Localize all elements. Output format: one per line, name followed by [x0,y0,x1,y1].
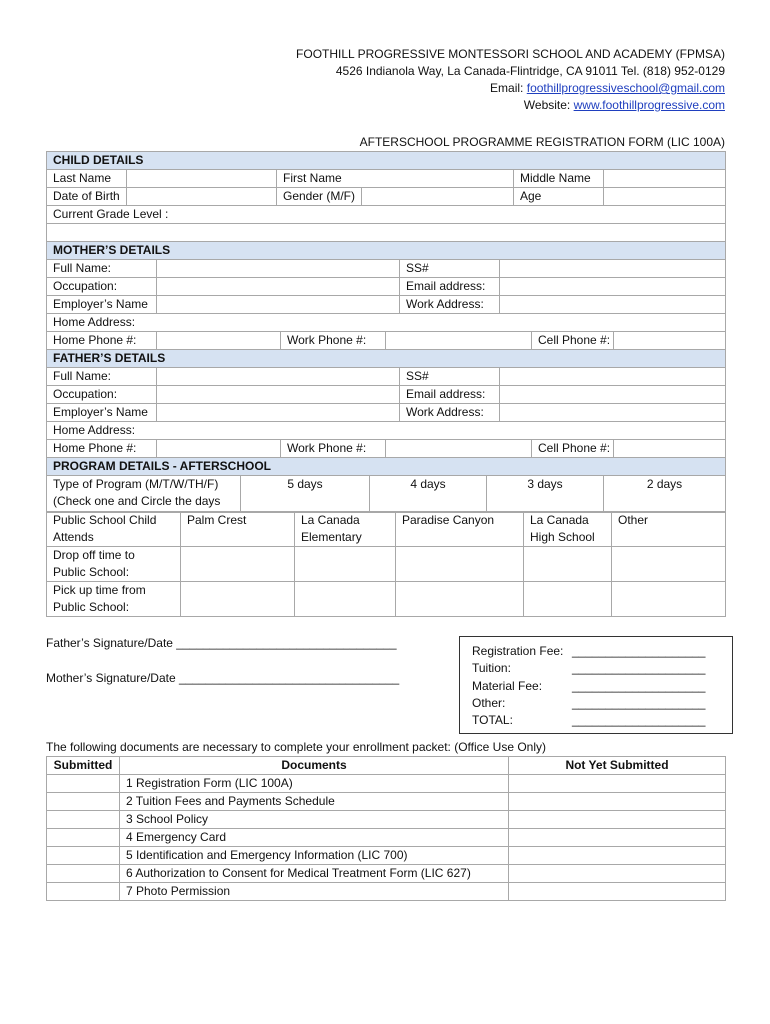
mother-home-address-field[interactable]: Home Address: [47,314,726,332]
gender-label: Gender (M/F) [277,188,362,206]
document-item: 4 Emergency Card [120,829,509,847]
school-la-canada-high[interactable] [524,512,612,547]
dropoff-other[interactable] [612,547,726,582]
form-title: AFTERSCHOOL PROGRAMME REGISTRATION FORM (LIC 100A) [359,135,725,149]
col-not-yet-submitted: Not Yet Submitted [509,757,726,775]
material-fee-label: Material Fee: [472,679,543,693]
father-work-address-field[interactable] [500,404,726,422]
school-la-canada-elementary[interactable] [295,512,396,547]
school-palm-crest[interactable]: Palm Crest [181,512,295,547]
email-link[interactable]: foothillprogressiveschool@gmail.com [526,81,725,95]
first-name-label: First Name [277,170,362,188]
public-school-line1: Public School Child [53,513,157,527]
public-school-table [46,511,726,617]
la-canada-elem-line2: Elementary [301,530,362,544]
total-field[interactable]: ____________________ [572,713,706,727]
school-email-line [296,80,725,97]
document-item: 7 Photo Permission [120,883,509,901]
public-school-label [47,512,181,547]
days-option-4[interactable]: 4 days [370,476,487,513]
mother-employer-field[interactable] [157,296,400,314]
submitted-checkbox-4[interactable] [47,829,120,847]
website-link[interactable]: www.foothillprogressive.com [573,98,725,112]
not-yet-checkbox-7[interactable] [509,883,726,901]
mother-occupation-field[interactable] [157,278,400,296]
website-label: Website: [523,98,574,112]
not-yet-checkbox-3[interactable] [509,811,726,829]
mother-home-phone-label: Home Phone #: [47,332,157,350]
mother-work-phone-label: Work Phone #: [281,332,386,350]
other-fee-field[interactable]: ____________________ [572,696,706,710]
middle-name-label: Middle Name [514,170,604,188]
dob-field[interactable] [127,188,277,206]
mother-details-table [46,241,726,350]
tuition-field[interactable]: ____________________ [572,661,706,675]
program-type-line2: (Check one and Circle the days [53,494,221,508]
mother-cell-phone-label: Cell Phone #: [532,332,614,350]
tuition-label: Tuition: [472,661,511,675]
program-days-table [240,475,726,513]
pickup-la-canada-high[interactable] [524,582,612,617]
registration-fee-label: Registration Fee: [472,644,564,658]
program-type-line1: Type of Program (M/T/W/TH/F) [53,477,219,491]
not-yet-checkbox-5[interactable] [509,847,726,865]
father-details-table [46,349,726,458]
first-name-field[interactable] [362,170,514,188]
age-label: Age [514,188,604,206]
program-section-header: PROGRAM DETAILS - AFTERSCHOOL [47,458,726,476]
public-school-line2: Attends [53,530,94,544]
document-item: 3 School Policy [120,811,509,829]
mother-home-phone-field[interactable] [157,332,281,350]
mother-work-phone-field[interactable] [386,332,532,350]
days-option-5[interactable]: 5 days [241,476,370,513]
days-option-2[interactable]: 2 days [604,476,726,513]
submitted-checkbox-3[interactable] [47,811,120,829]
pickup-line1: Pick up time from [53,583,146,597]
school-other[interactable]: Other [612,512,726,547]
la-canada-elem-line1: La Canada [301,513,360,527]
submitted-checkbox-6[interactable] [47,865,120,883]
pickup-la-canada-elementary[interactable] [295,582,396,617]
father-cell-phone-label: Cell Phone #: [532,440,614,458]
col-submitted: Submitted [47,757,120,775]
mother-full-name-label: Full Name: [47,260,157,278]
dropoff-la-canada-high[interactable] [524,547,612,582]
school-address: 4526 Indianola Way, La Canada-Flintridge, CA 91011 Tel. (818) 952-0129 [335,64,725,78]
document-item: 6 Authorization to Consent for Medical Treatment Form (LIC 627) [120,865,509,883]
dropoff-la-canada-elementary[interactable] [295,547,396,582]
child-section-header: CHILD DETAILS [47,152,726,170]
mother-work-address-label: Work Address: [400,296,500,314]
document-item: 1 Registration Form (LIC 100A) [120,775,509,793]
document-item: 5 Identification and Emergency Information (LIC 700) [120,847,509,865]
not-yet-checkbox-6[interactable] [509,865,726,883]
father-work-phone-field[interactable] [386,440,532,458]
total-label: TOTAL: [472,713,513,727]
father-home-address-field[interactable]: Home Address: [47,422,726,440]
father-email-field[interactable] [500,386,726,404]
submitted-checkbox-7[interactable] [47,883,120,901]
mother-signature-line[interactable]: Mother’s Signature/Date _________________________________ [46,671,400,685]
mother-email-field[interactable] [500,278,726,296]
pickup-other[interactable] [612,582,726,617]
documents-intro: The following documents are necessary to complete your enrollment packet: (Office Use Only) [46,740,547,754]
mother-cell-phone-field[interactable] [614,332,726,350]
dropoff-line2: Public School: [53,565,130,579]
mother-occupation-label: Occupation: [47,278,157,296]
school-name: FOOTHILL PROGRESSIVE MONTESSORI SCHOOL AND ACADEMY (FPMSA) [296,47,725,61]
fees-box [459,636,733,734]
child-details-table [46,151,726,242]
not-yet-checkbox-2[interactable] [509,793,726,811]
father-signature-line[interactable]: Father’s Signature/Date _________________________________ [46,636,397,650]
father-ss-field[interactable] [500,368,726,386]
last-name-label: Last Name [47,170,127,188]
documents-table [46,756,726,901]
pickup-paradise-canyon[interactable] [396,582,524,617]
father-section-header: FATHER’S DETAILS [47,350,726,368]
father-employer-label: Employer’s Name [47,404,157,422]
days-option-3[interactable]: 3 days [487,476,604,513]
last-name-field[interactable] [127,170,277,188]
grade-level-field[interactable]: Current Grade Level : [47,206,726,224]
age-field[interactable] [604,188,726,206]
father-work-phone-label: Work Phone #: [281,440,386,458]
mother-ss-field[interactable] [500,260,726,278]
father-email-label: Email address: [400,386,500,404]
gender-field[interactable] [362,188,514,206]
school-paradise-canyon[interactable]: Paradise Canyon [396,512,524,547]
mother-employer-label: Employer’s Name [47,296,157,314]
document-item: 2 Tuition Fees and Payments Schedule [120,793,509,811]
other-fee-label: Other: [472,696,506,710]
la-canada-high-line2: High School [530,530,595,544]
submitted-checkbox-5[interactable] [47,847,120,865]
registration-fee-field[interactable]: ____________________ [572,644,706,658]
mother-full-name-field[interactable] [157,260,400,278]
mother-work-address-field[interactable] [500,296,726,314]
school-header [296,46,725,114]
pickup-line2: Public School: [53,600,130,614]
father-home-phone-field[interactable] [157,440,281,458]
school-website-line [296,97,725,114]
submitted-checkbox-2[interactable] [47,793,120,811]
dropoff-line1: Drop off time to [53,548,135,562]
father-occupation-field[interactable] [157,386,400,404]
la-canada-high-line1: La Canada [530,513,589,527]
mother-section-header: MOTHER’S DETAILS [47,242,726,260]
father-ss-label: SS# [400,368,500,386]
father-employer-field[interactable] [157,404,400,422]
spacer-row [47,224,726,242]
dropoff-palm-crest[interactable] [181,547,295,582]
material-fee-field[interactable]: ____________________ [572,679,706,693]
father-occupation-label: Occupation: [47,386,157,404]
father-cell-phone-field[interactable] [614,440,726,458]
mother-email-label: Email address: [400,278,500,296]
email-label: Email: [490,81,527,95]
dob-label: Date of Birth [47,188,127,206]
father-home-phone-label: Home Phone #: [47,440,157,458]
middle-name-field[interactable] [604,170,726,188]
father-full-name-label: Full Name: [47,368,157,386]
not-yet-checkbox-1[interactable] [509,775,726,793]
col-documents: Documents [120,757,509,775]
submitted-checkbox-1[interactable] [47,775,120,793]
pickup-palm-crest[interactable] [181,582,295,617]
mother-ss-label: SS# [400,260,500,278]
dropoff-label [47,547,181,582]
father-full-name-field[interactable] [157,368,400,386]
pickup-label [47,582,181,617]
father-work-address-label: Work Address: [400,404,500,422]
not-yet-checkbox-4[interactable] [509,829,726,847]
dropoff-paradise-canyon[interactable] [396,547,524,582]
